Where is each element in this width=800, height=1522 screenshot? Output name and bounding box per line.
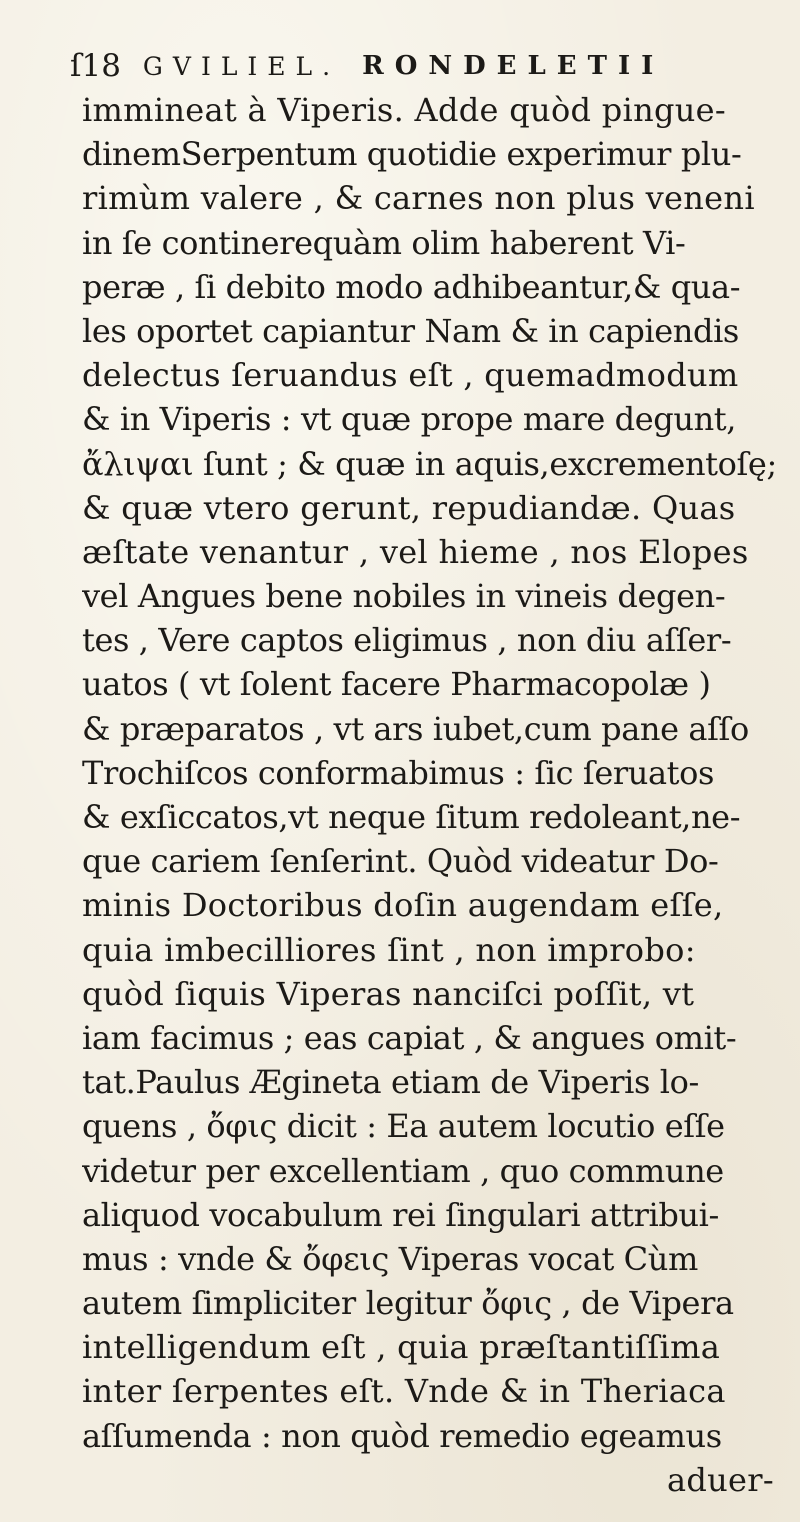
text-line: & præparatos , vt ars iubet,cum pane aſſo [82, 709, 749, 748]
running-head-author-second: RONDELETII [362, 51, 665, 81]
text-line: in ſe continerequàm olim haberent Vi- [82, 223, 686, 262]
text-line: quens , ὄφις dicit : Ea autem locutio eſſe [82, 1107, 725, 1146]
page-number: ſ18 [70, 48, 121, 84]
body-text [82, 88, 782, 1502]
text-line: inter ſerpentes eſt. Vnde & in Theriaca [82, 1372, 726, 1411]
text-line: aſſumenda : non quòd remedio egeamus [82, 1416, 722, 1455]
text-line: iam facimus ; eas capiat , & angues omit- [82, 1018, 737, 1057]
text-line: ἄλιψαι ſunt ; & quæ in aquis,excrementoſę; [82, 444, 777, 483]
text-line: peræ , ſi debito modo adhibeantur,& qua- [82, 267, 741, 306]
text-line: minis Doctoribus doſin augendam eſſe, [82, 886, 724, 925]
text-line: aliquod vocabulum rei ſingulari attribui- [82, 1195, 719, 1234]
text-line: Trochiſcos conformabimus : ſic ſeruatos [82, 753, 715, 792]
text-line: uatos ( vt ſolent facere Pharmacopolæ ) [82, 665, 711, 704]
catchword: aduer- [666, 1460, 774, 1499]
text-line: tat.Paulus Ægineta etiam de Viperis lo- [82, 1063, 699, 1102]
text-line: delectus ſeruandus eſt , quemadmodum [82, 356, 739, 395]
text-line: autem ſimpliciter legitur ὄφις , de Vipera [82, 1284, 734, 1323]
text-line: mus : vnde & ὄφεις Viperas vocat Cùm [82, 1239, 698, 1278]
text-line: & in Viperis : vt quæ prope mare degunt, [82, 400, 737, 439]
text-line: æſtate venantur , vel hieme , nos Elopes [82, 532, 749, 571]
text-line: & quæ vtero gerunt, repudiandæ. Quas [82, 488, 736, 527]
text-line: quòd ſiquis Viperas nanciſci poſſit, vt [82, 974, 695, 1013]
text-line: quia imbecilliores ſint , non improbo: [82, 930, 696, 969]
text-line: videtur per excellentiam , quo commune [82, 1151, 724, 1190]
text-line: dinemSerpentum quotidie experimur plu- [82, 135, 742, 174]
running-head-author-first: GVILIEL. [142, 51, 341, 81]
text-line: intelligendum eſt , quia præſtantiſſima [82, 1328, 721, 1367]
text-line: que cariem ſenſerint. Quòd videatur Do- [82, 842, 719, 881]
running-head [70, 44, 770, 88]
text-line: & exſiccatos,vt neque ſitum redoleant,ne- [82, 798, 741, 836]
text-line: immineat à Viperis. Adde quòd pingue- [82, 91, 727, 129]
text-line: rimùm valere , & carnes non plus veneni [82, 179, 755, 218]
text-line: tes , Vere captos eligimus , non diu aſſer- [82, 621, 732, 660]
text-line: vel Angues bene nobiles in vineis degen- [82, 577, 726, 616]
text-line: les oportet capiantur Nam & in capiendis [82, 311, 739, 350]
